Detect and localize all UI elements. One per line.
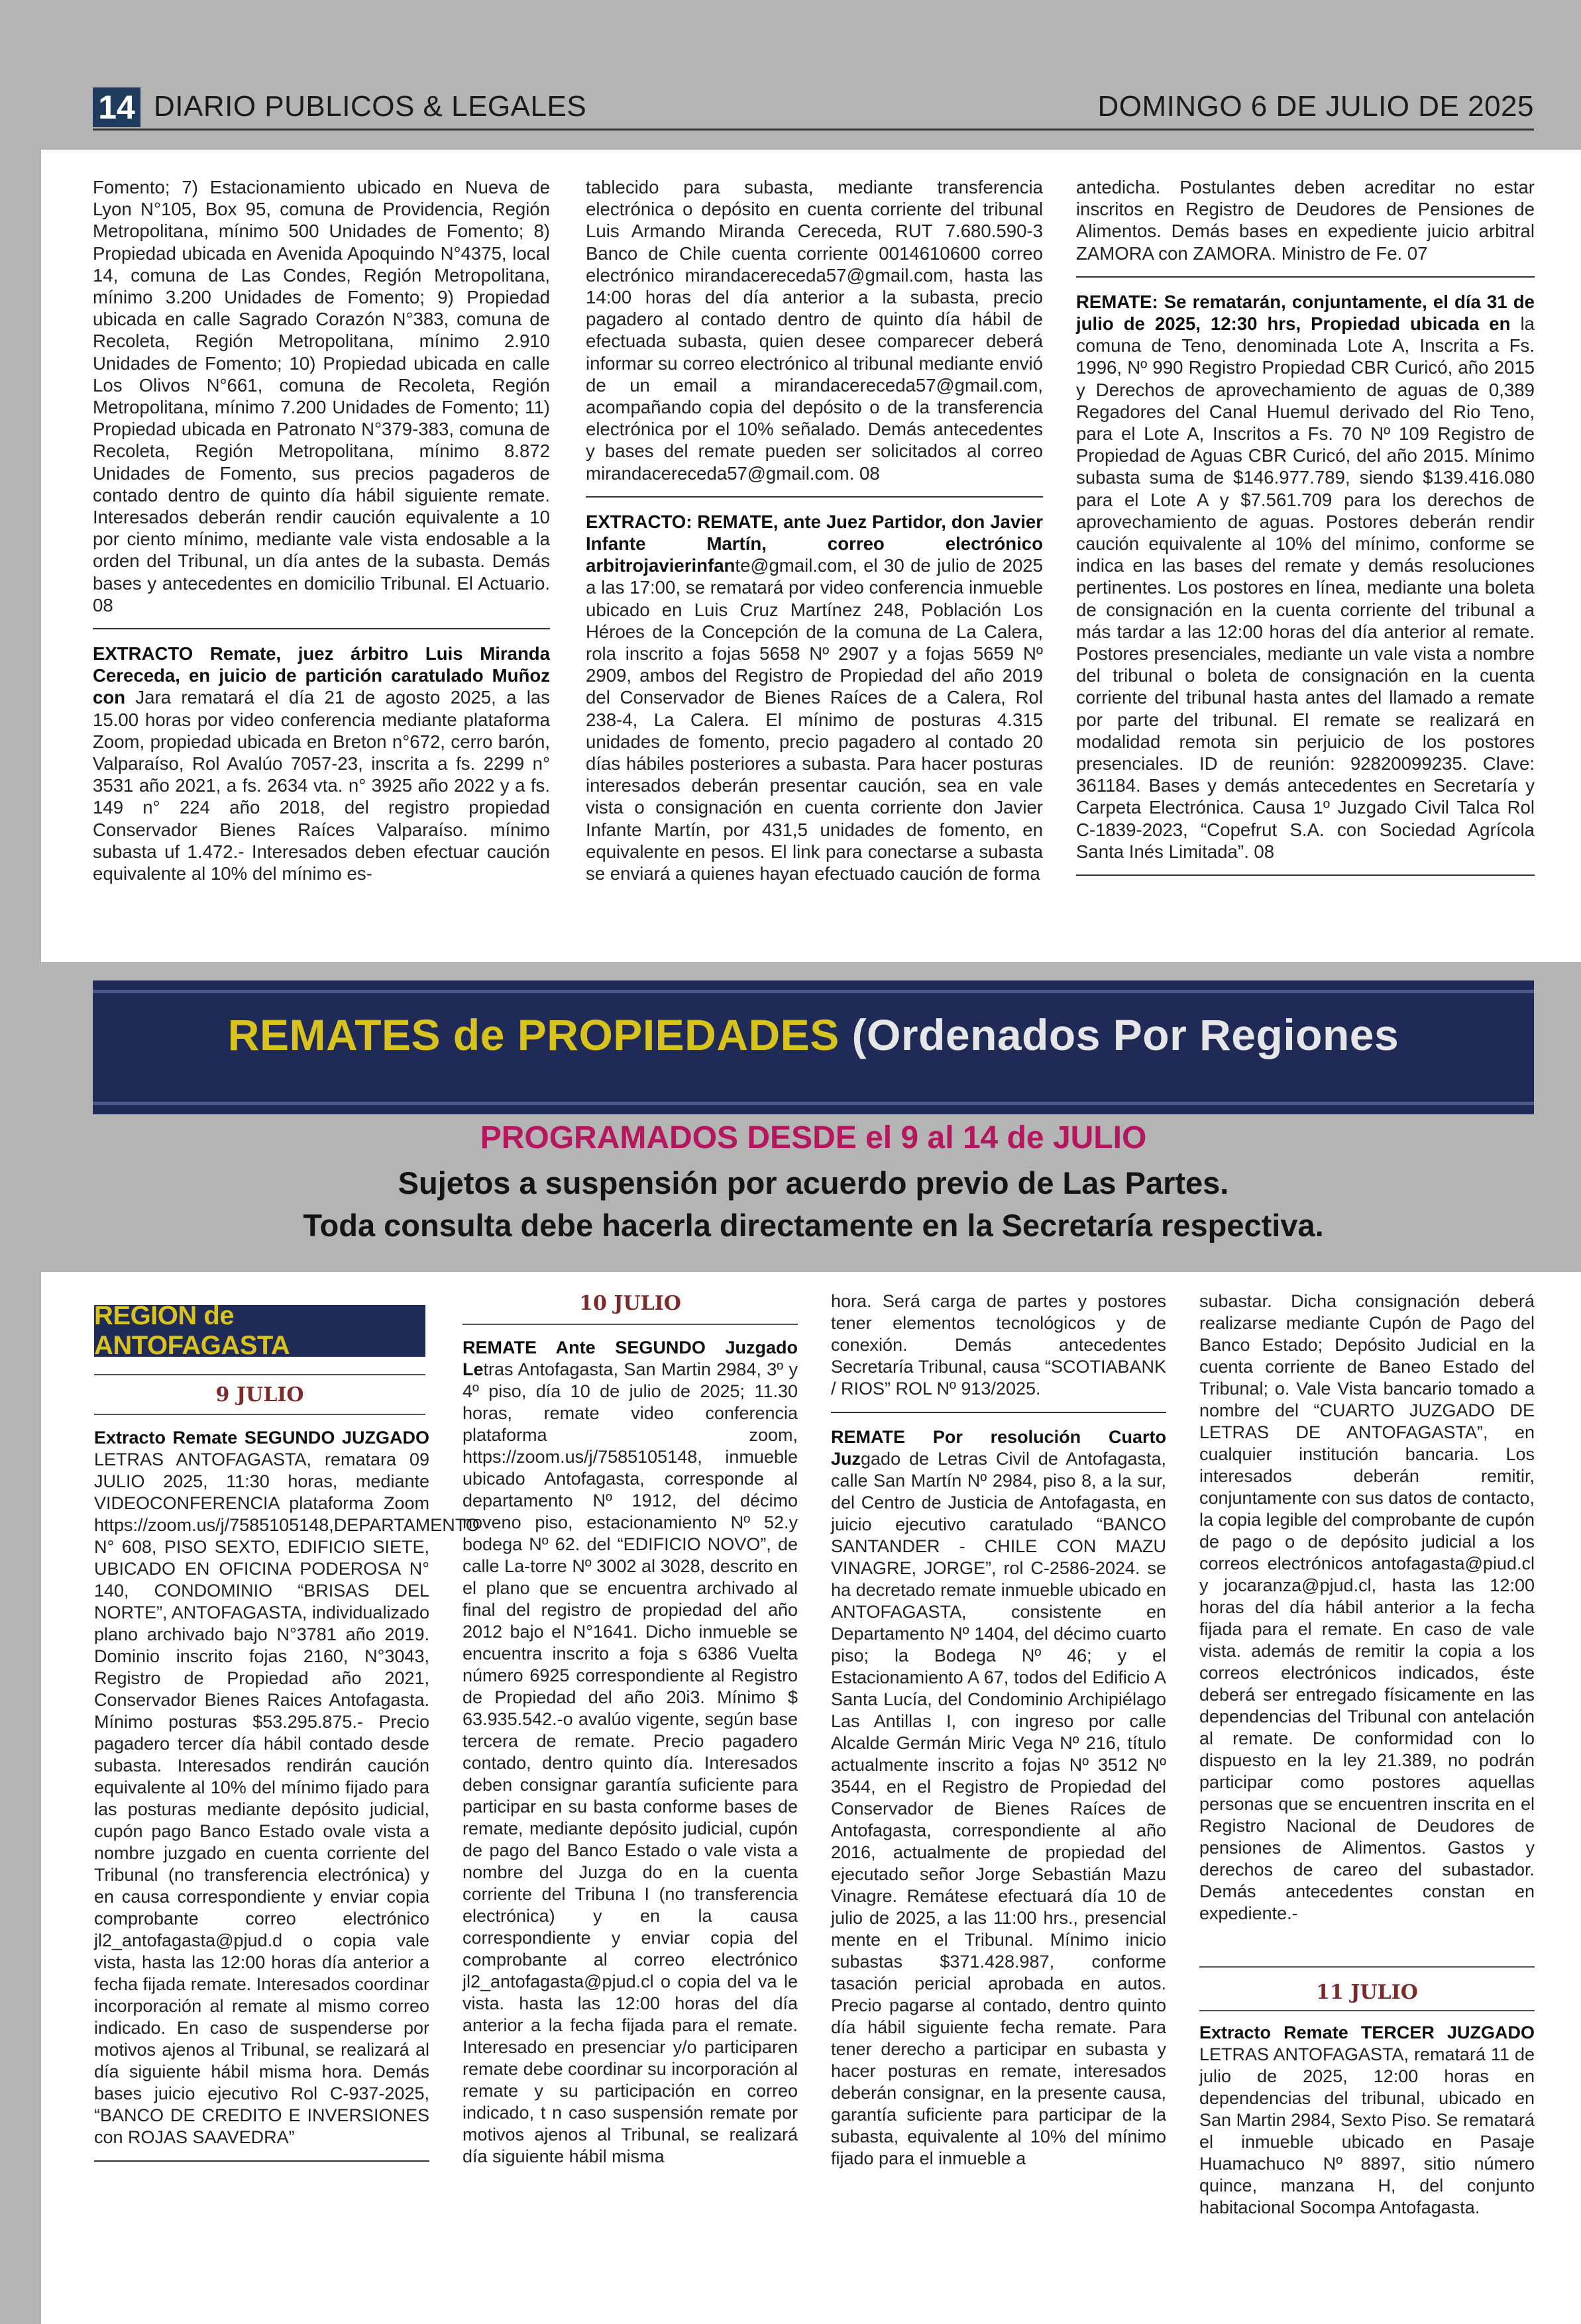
publication-date: DOMINGO 6 DE JULIO DE 2025 (1097, 90, 1534, 123)
notice-divider (831, 1412, 1166, 1413)
banner-stripe (93, 1102, 1534, 1105)
banner-title: REMATES de PROPIEDADES (Ordenados Por Regiones (227, 1010, 1399, 1059)
date-label-9-julio: 9 JULIO (215, 1383, 304, 1406)
notice-divider (586, 496, 1043, 498)
date-rule (94, 1374, 425, 1375)
date-rule (1199, 1966, 1535, 1968)
date-label-11-julio: 11 JULIO (1316, 1981, 1418, 2004)
notice-paragraph: tablecido para subasta, mediante transferencia electrónica o depósito en cuenta corriente del tribunal Luis Armando Miranda Cereceda, RUT 7.680.590-3 Banco de Chile cuenta corriente 0014610600 correo electrónico mirandacereceda57@gmail.com, hasta las 14:00 horas del día anterior a la subasta, precio pagadero al contado dentro de quinto día hábil de efectuada subasta, quien desee comparecer deberá informar su correo electrónico al tribunal mediante envió de un email a mirandacereceda57@gmail.com, acompañando copia del depósito o de la transferencia electrónica por el 10% señalado. Demás antecedentes y bases del remate pueden ser solicitados al correo mirandacereceda57@gmail.com. 08 (586, 177, 1043, 484)
notice-paragraph: EXTRACTO: REMATE, ante Juez Partidor, don Javier Infante Martín, correo electrónico arbitrojavierinfante@gmail.com, el 30 de julio de 2025 a las 17:00, se rematará por video conferencia inmueble ubicado en Luis Cruz Martínez 248, Población Los Héroes de la Concepción de la comuna de La Calera, rola inscrito a fojas 5658 Nº 2907 y a fojas 5659 Nº 2909, ambos del Registro de Propiedad del año 2019 del Conservador de Bienes Raíces de a Calera, Rol 238-4, La Calera. El mínimo de posturas 4.315 unidades de fomento, precio pagadero al contado 20 días hábiles posteriores a subasta. Para hacer posturas interesados deberán presentar caución, sea en vale vista o consignación en cuenta corriente don Javier Infante Martín, por 431,5 unidades de fomento, en equivalente en pesos. El link para conectarse a subasta se enviará a quienes hayan efectuado caución de forma (586, 511, 1043, 884)
consulta-notice: Toda consulta debe hacerla directamente en la Secretaría respectiva. (303, 1208, 1324, 1243)
date-rule (463, 1324, 798, 1325)
programados-heading: PROGRAMADOS DESDE el 9 al 14 de JULIO (480, 1120, 1147, 1155)
notice-paragraph: REMATE Ante SEGUNDO Juzgado Letras Antofagasta, San Martin 2984, 3º y 4º piso, día 10 de julio de 2025; 11.30 horas, remate video conferencia plataforma zoom, https://zoom.us/j/7585105148, inmueble ubicado Antofagasta, corresponde al departamento Nº 1912, del décimo noveno piso, estacionamiento Nº 52.y bodega Nº 62. del “EDIFICIO NOVO”, de calle La-torre Nº 3002 al 3028, descrito en el plano que se encuentra archivado al final del registro de propiedad del año 2012 bajo el N°1641. Dicho inmueble se encuentra inscrito a foja s 6386 Vuelta número 6925 correspondiente al Registro de Propiedad del año 20i3. Mínimo $ 63.935.542.-o avalúo vigente, según base tercera de remate. Precio pagadero contado, dentro quinto día. Interesados deben consignar garantía suficiente para participar en su basta conforme bases de remate, mediante depósito judicial, cupón de pago del Banco Estado o vale vista a nombre del Juzga do en la cuenta corriente del Tribuna I (no transferencia electrónica) y en la causa correspondiente y enviar copia del comprobante al correo electrónico jl2_antofagasta@pjud.cl o copia del va le vista. hasta las 12:00 horas del día anterior a la fecha fijada para el remate. Interesado en presenciar y/o participaren remate debe coordinar su incorporación al remate y su participación en correo indicado, t n caso suspensión remate por motivos ajenos al Tribunal, se realizará día siguiente hábil misma (463, 1338, 798, 2166)
bottom-column-4b (1199, 2022, 1535, 2231)
notice-paragraph: REMATE: Se rematarán, conjuntamente, el día 31 de julio de 2025, 12:30 hrs, Propiedad ubicada en la comuna de Teno, denominada Lote A, Inscrita a Fs. 1996, Nº 990 Registro Propiedad CBR Curicó, año 2015 y Derechos de aprovechamiento de aguas de 0,389 Regadores del Canal Huemul derivado del Rio Teno, para el Lote A, Inscritos a Fs. 70 Nº 109 Registro de Propiedad de Aguas CBR Curicó, del año 2015. Mínimo subasta suma de $146.977.789, siendo $139.416.080 para el Lote A y $7.561.709 para los derechos de aprovechamiento de aguas. Postores deberán rendir caución equivalente al 10% del mínimo, conforme se indica en las bases del remate y demás resoluciones pertinentes. Los postores en línea, mediante una boleta de consignación en la cuenta corriente del tribunal a más tardar a las 12:00 horas del día anterior al remate. Postores presenciales, mediante un vale vista a nombre del tribunal o boleta de consignación en la cuenta corriente del tribunal hasta antes del llamado a remate por parte del tribunal. El remate se realizará en modalidad remota sin perjuicio de los postores presenciales. ID de reunión: 92820099235. Clave: 361184. Bases y demás antecedentes en Secretaría y Carpeta Electrónica. Causa 1º Juzgado Civil Talca Rol C-1839-2023, “Copefrut S.A. con Sociedad Agrícola Santa Inés Limitada”. 08 (1076, 291, 1535, 862)
publication-name: DIARIO PUBLICOS & LEGALES (154, 90, 587, 123)
date-rule (94, 1414, 425, 1415)
header-rule (93, 129, 1534, 131)
notice-divider (93, 628, 550, 629)
bottom-column-4 (1199, 1291, 1535, 1936)
notice-divider (1076, 874, 1535, 876)
bottom-column-3 (831, 1291, 1166, 2182)
bottom-column-1 (94, 1427, 480, 2175)
notice-divider (1076, 276, 1535, 278)
notice-paragraph: antedicha. Postulantes deben acreditar no estar inscritos en Registro de Deudores de Pensiones de Alimentos. Demás bases en expediente juicio arbitral ZAMORA con ZAMORA. Ministro de Fe. 07 (1076, 177, 1535, 264)
notice-paragraph: Extracto Remate TERCER JUZGADO LETRAS ANTOFAGASTA, rematará 11 de julio de 2025, 12:00 horas en dependencias del tribunal, ubicado en San Martin 2984, Sexto Piso. Se rematará el inmueble ubicado en Pasaje Huamachuco Nº 8897, sitio número quince, manzana H, del conjunto habitacional Socompa Antofagasta. (1199, 2023, 1535, 2217)
suspension-notice: Sujetos a suspensión por acuerdo previo de Las Partes. (398, 1165, 1229, 1200)
page-number: 14 (93, 87, 140, 127)
notice-paragraph: Fomento; 7) Estacionamiento ubicado en Nueva de Lyon N°105, Box 95, comuna de Providencia, Región Metropolitana, mínimo 500 Unidades de Fomento; 8) Propiedad ubicada en Avenida Apoquindo N°4375, local 14, comuna de Las Condes, Región Metropolitana, mínimo 3.200 Unidades de Fomento; 9) Propiedad ubicada en calle Sagrado Corazón N°383, comuna de Recoleta, Región Metropolitana, mínimo 2.910 Unidades de Fomento; 10) Propiedad ubicada en calle Los Olivos N°661, comuna de Recoleta, Región Metropolitana, mínimo 7.200 Unidades de Fomento; 11) Propiedad ubicada en Patronato N°379-383, comuna de Recoleta, Región Metropolitana, mínimo 8.872 Unidades de Fomento, sus precios pagaderos de contado dentro de quinto día hábil siguiente remate. Interesados deberán rendir caución equivalente a 10 por ciento mínimo, mediante vale vista endosable a la orden del Tribunal, un día antes de la subasta. Demás bases y antecedentes en domicilio Tribunal. El Actuario. 08 (93, 177, 550, 615)
notice-paragraph: Extracto Remate SEGUNDO JUZGADO LETRAS ANTOFAGASTA, rematara 09 JULIO 2025, 11:30 horas, mediante VIDEOCONFERENCIA plataforma Zoom https://zoom.us/j/7585105148,DEPARTAMENTO N° 608, PISO SEXTO, EDIFICIO SIETE, UBICADO EN OFICINA PODEROSA N° 140, CONDOMINIO “BRISAS DEL NORTE”, ANTOFAGASTA, individualizado plano archivado bajo N°3781 año 2019. Dominio inscrito fojas 2160, N°3043, Registro de Propiedad año 2021, Conservador Bienes Raices Antofagasta. Mínimo posturas $53.295.875.- Precio pagadero tercer día hábil contado desde subasta. Interesados rendirán caución equivalente al 10% del mínimo fijado para las posturas mediante depósito judicial, cupón pago Banco Estado ovale vista a nombre juzgado en cuenta corriente del Tribunal (no transferencia electrónica) y en causa correspondiente y enviar copia comprobante correo electrónico jl2_antofagasta@pjud.d o copia vale vista, hasta las 12:00 horas día anterior a fecha fijada remate. Interesados coordinar incorporación al remate al mismo correo indicado. En caso de suspenderse por motivos ajenos al Tribunal, se realizará al día siguiente hábil misma hora. Demás bases juicio ejecutivo Rol C-937-2025, “BANCO DE CREDITO E INVERSIONES con ROJAS SAAVEDRA” (94, 1428, 480, 2147)
notice-paragraph: hora. Será carga de partes y postores tener elementos tecnológicos y de conexión. Demás antecedentes Secretaría Tribunal, causa “SCOTIABANK / RIOS” ROL Nº 913/2025. (831, 1291, 1166, 1399)
notice-paragraph: subastar. Dicha consignación deberá realizarse mediante Cupón de Pago del Banco Estado; Depósito Judicial en la cuenta corriente de Baneo Estado del Tribunal; o. Vale Vista bancario tomado a nombre del “CUARTO JUZGADO DE LETRAS DE ANTOFAGASTA”, en cualquier institución bancaria. Los interesados deberán remitir, conjuntamente con sus datos de contacto, la copia legible del comprobante de cupón de pago o de depósito judicial a los correos electrónicos antofagasta@piud.cl y jocaranza@pjud.cl, hasta las 12:00 horas del día hábil anterior a la fecha fijada para el remate. En caso de vale vista. además de remitir la copia a los correos electrónicos indicados, éste deberá ser entregado físicamente en las dependencias del Tribunal con antelación al remate. De conformidad con lo dispuesto en la ley 21.389, no podrán participar como postores aquellas personas que se encuentren inscrita en el Registro Nacional de Deudores de pensiones de Alimentos. Gastos y derechos de careo del subastador. Demás antecedentes constan en expediente.- (1199, 1291, 1535, 1923)
bottom-column-2 (463, 1337, 798, 2180)
banner-stripe (93, 990, 1534, 993)
region-label: REGION de ANTOFAGASTA (94, 1305, 425, 1357)
date-rule (1199, 2010, 1535, 2011)
top-column-3 (1076, 176, 1535, 889)
date-label-10-julio: 10 JULIO (579, 1292, 681, 1315)
section-banner (93, 980, 1534, 1114)
notice-divider (94, 2160, 429, 2162)
top-column-1 (93, 176, 550, 896)
page-header (93, 85, 1534, 127)
notice-paragraph: REMATE Por resolución Cuarto Juzgado de Letras Civil de Antofagasta, calle San Martín Nº 2984, piso 8, a la sur, del Centro de Justicia de Antofagasta, en juicio ejecutivo caratulado “BANCO SANTANDER - CHILE CON MAZU VINAGRE, JORGE”, rol C-2586-2024. se ha decretado remate inmueble ubicado en ANTOFAGASTA, consistente en Departamento Nº 1404, del décimo cuarto piso; la Bodega Nº 46; y el Estacionamiento A 67, todos del Edificio A Santa Lucía, del Condominio Archipiélago Las Antillas I, con ingreso por calle Alcalde Germán Miric Vega Nº 216, título actualmente inscrito a fojas Nº 3512 Nº 3544, en el Registro de Propiedad del Conservador de Bienes Raíces de Antofagasta, correspondiente al año 2016, actualmente de propiedad del ejecutado señor Jorge Sebastián Mazu Vinagre. Remátese efectuará día 10 de julio de 2025, a las 11:00 hrs., presencial mente en el Tribunal. Mínimo inicio subastas $371.428.987, conforme tasación pericial aprobada en autos. Precio pagarse al contado, dentro quinto día hábil siguiente fecha remate. Para tener derecho a participar en subasta y hacer posturas en remate, interesados deberán consignar, en la presente causa, garantía suficiente para participar de la subasta, equivalente al 10% del mínimo fijado para el inmueble a (831, 1427, 1166, 2168)
notice-paragraph: EXTRACTO Remate, juez árbitro Luis Miranda Cereceda, en juicio de partición caratulado Muñoz con Jara rematará el día 21 de agosto 2025, a las 15.00 horas por video conferencia mediante plataforma Zoom, propiedad ubicada en Breton n°672, cerro barón, Valparaíso, Rol Avalúo 7057-23, inscrita a fs. 2299 n° 3531 año 2021, a fs. 2634 vta. n° 3925 año 2022 y a fs. 149 n° 224 año 2018, del registro propiedad Conservador Bienes Raíces Valparaíso. mínimo subasta uf 1.472.- Interesados deben efectuar caución equivalente al 10% del mínimo es- (93, 643, 550, 884)
top-column-2 (586, 176, 1043, 896)
